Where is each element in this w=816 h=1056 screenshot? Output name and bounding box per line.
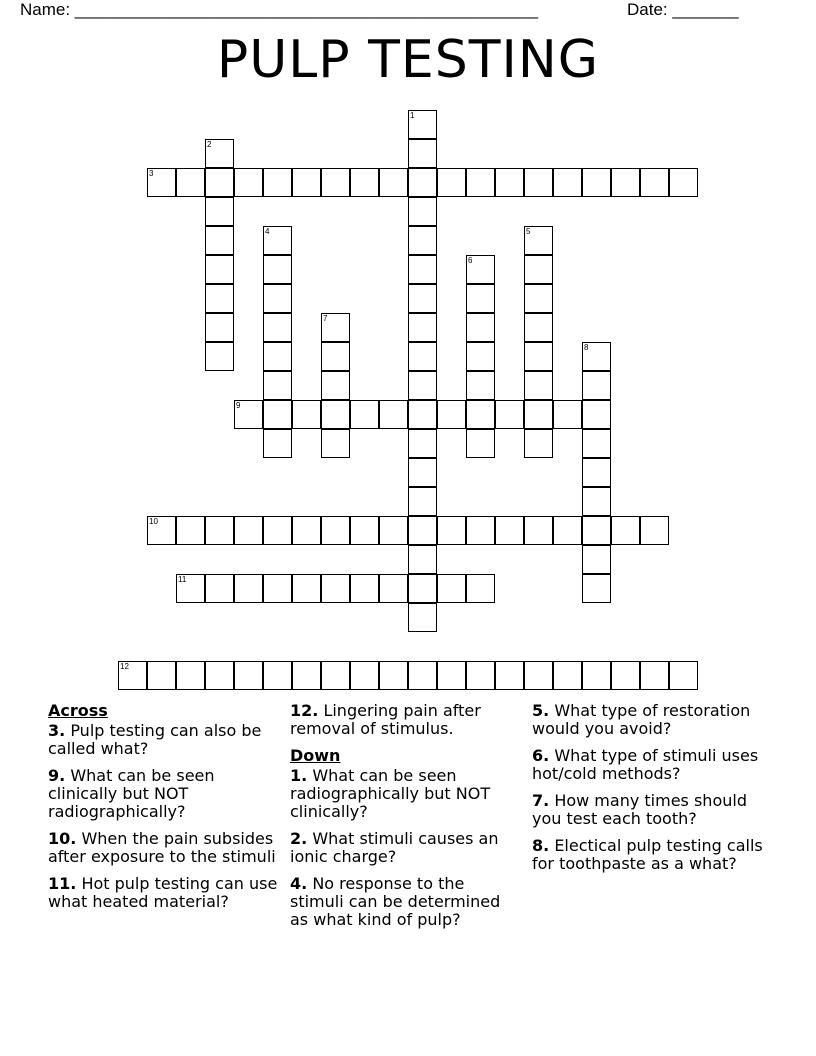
grid-cell[interactable] [205, 516, 234, 545]
clue-down-6: 6. What type of stimuli uses hot/cold methods? [532, 746, 759, 783]
grid-cell[interactable] [234, 574, 263, 603]
down-heading: Down [290, 746, 341, 765]
grid-cell[interactable] [205, 661, 234, 690]
grid-cell[interactable] [321, 574, 350, 603]
grid-cell[interactable] [553, 400, 582, 429]
name-field-label: Name: _________________________________________________ [20, 0, 539, 19]
grid-cell[interactable] [408, 574, 437, 603]
clue-across-3: 3. Pulp testing can also be called what? [48, 721, 262, 758]
grid-cell[interactable] [582, 371, 611, 400]
grid-cell[interactable] [611, 168, 640, 197]
grid-cell[interactable] [205, 226, 234, 255]
grid-cell[interactable] [582, 487, 611, 516]
grid-cell[interactable] [437, 574, 466, 603]
grid-cell[interactable] [263, 342, 292, 371]
grid-cell[interactable] [408, 400, 437, 429]
grid-cell[interactable] [379, 400, 408, 429]
clue-down-7: 7. How many times should you test each tooth? [532, 791, 747, 828]
grid-cell[interactable] [437, 516, 466, 545]
grid-cell[interactable] [176, 516, 205, 545]
clue-down-1: 1. What can be seen radiographically but NOT clinically? [290, 766, 491, 821]
grid-cell[interactable] [408, 342, 437, 371]
grid-cell[interactable] [466, 661, 495, 690]
grid-cell[interactable] [379, 516, 408, 545]
grid-cell[interactable] [234, 168, 263, 197]
grid-cell[interactable] [466, 516, 495, 545]
clues-column-2 [290, 702, 522, 938]
clue-number-label: 1 [410, 111, 415, 120]
grid-cell[interactable] [524, 313, 553, 342]
grid-cell[interactable] [466, 313, 495, 342]
grid-cell[interactable] [524, 342, 553, 371]
grid-cell[interactable] [495, 400, 524, 429]
grid-cell[interactable] [263, 284, 292, 313]
clue-number-label: 6 [468, 256, 473, 265]
grid-cell[interactable] [495, 168, 524, 197]
clue-number-label: 4 [265, 227, 270, 236]
clue-across-10: 10. When the pain subsides after exposure to the stimuli [48, 829, 276, 866]
grid-cell[interactable] [176, 168, 205, 197]
grid-cell[interactable] [582, 400, 611, 429]
grid-cell[interactable] [292, 168, 321, 197]
grid-cell[interactable] [263, 516, 292, 545]
grid-cell[interactable] [408, 603, 437, 632]
grid-cell[interactable] [321, 342, 350, 371]
clue-number-label: 7 [323, 314, 328, 323]
grid-cell[interactable] [379, 168, 408, 197]
grid-cell[interactable] [408, 516, 437, 545]
grid-cell[interactable] [466, 429, 495, 458]
across-heading: Across [48, 701, 108, 720]
grid-cell[interactable] [524, 661, 553, 690]
grid-cell[interactable] [379, 574, 408, 603]
clues-column-3 [532, 702, 764, 882]
clue-number-label: 12 [120, 662, 129, 671]
grid-cell[interactable] [408, 197, 437, 226]
grid-cell[interactable] [408, 168, 437, 197]
grid-cell[interactable] [408, 255, 437, 284]
grid-cell[interactable] [205, 284, 234, 313]
grid-cell[interactable] [408, 429, 437, 458]
grid-cell[interactable] [582, 516, 611, 545]
clue-number-label: 8 [584, 343, 589, 352]
grid-cell[interactable] [408, 313, 437, 342]
grid-cell[interactable] [524, 284, 553, 313]
grid-cell[interactable] [263, 371, 292, 400]
grid-cell[interactable] [408, 139, 437, 168]
grid-cell[interactable] [582, 168, 611, 197]
grid-cell[interactable] [524, 516, 553, 545]
grid-cell[interactable] [263, 429, 292, 458]
grid-cell[interactable] [437, 661, 466, 690]
grid-cell[interactable] [408, 226, 437, 255]
grid-cell[interactable] [205, 342, 234, 371]
grid-cell[interactable] [408, 487, 437, 516]
grid-cell[interactable] [263, 574, 292, 603]
grid-cell[interactable] [495, 516, 524, 545]
grid-cell[interactable] [292, 516, 321, 545]
grid-cell[interactable] [524, 371, 553, 400]
grid-cell[interactable] [292, 574, 321, 603]
grid-cell[interactable] [321, 429, 350, 458]
grid-cell[interactable] [524, 168, 553, 197]
clue-across-11: 11. Hot pulp testing can use what heated material? [48, 874, 278, 911]
clue-down-5: 5. What type of restoration would you avoid? [532, 701, 751, 738]
grid-cell[interactable] [582, 661, 611, 690]
date-field-label: Date: _______ [627, 0, 739, 19]
grid-cell[interactable] [582, 574, 611, 603]
grid-cell[interactable] [553, 516, 582, 545]
clue-down-8: 8. Electical pulp testing calls for toothpaste as a what? [532, 836, 763, 873]
grid-cell[interactable] [466, 284, 495, 313]
grid-cell[interactable] [350, 400, 379, 429]
grid-cell[interactable] [350, 168, 379, 197]
grid-cell[interactable] [234, 661, 263, 690]
grid-cell[interactable] [553, 661, 582, 690]
grid-cell[interactable] [611, 516, 640, 545]
grid-cell[interactable] [292, 661, 321, 690]
grid-cell[interactable] [205, 313, 234, 342]
clue-down-4: 4. No response to the stimuli can be determined as what kind of pulp? [290, 874, 501, 929]
clue-number-label: 5 [526, 227, 531, 236]
grid-cell[interactable] [408, 371, 437, 400]
grid-cell[interactable] [205, 197, 234, 226]
grid-cell[interactable] [205, 255, 234, 284]
clue-down-2: 2. What stimuli causes an ionic charge? [290, 829, 499, 866]
grid-cell[interactable] [263, 661, 292, 690]
grid-cell[interactable] [379, 661, 408, 690]
grid-cell[interactable] [321, 168, 350, 197]
grid-cell[interactable] [350, 574, 379, 603]
clue-number-label: 9 [236, 401, 241, 410]
grid-cell[interactable] [437, 168, 466, 197]
grid-cell[interactable] [263, 168, 292, 197]
clue-number-label: 10 [149, 517, 158, 526]
grid-cell[interactable] [524, 255, 553, 284]
grid-cell[interactable] [640, 516, 669, 545]
grid-cell[interactable] [205, 168, 234, 197]
grid-cell[interactable] [350, 661, 379, 690]
clue-number-label: 11 [178, 575, 187, 584]
grid-cell[interactable] [408, 545, 437, 574]
grid-cell[interactable] [321, 661, 350, 690]
grid-cell[interactable] [495, 661, 524, 690]
clue-across-9: 9. What can be seen clinically but NOT radiographically? [48, 766, 215, 821]
grid-cell[interactable] [466, 168, 495, 197]
grid-cell[interactable] [234, 516, 263, 545]
grid-cell[interactable] [640, 168, 669, 197]
grid-cell[interactable] [263, 400, 292, 429]
grid-cell[interactable] [524, 429, 553, 458]
grid-cell[interactable] [669, 661, 698, 690]
grid-cell[interactable] [553, 168, 582, 197]
grid-cell[interactable] [408, 284, 437, 313]
grid-cell[interactable] [263, 255, 292, 284]
grid-cell[interactable] [611, 661, 640, 690]
grid-cell[interactable] [205, 574, 234, 603]
grid-cell[interactable] [408, 458, 437, 487]
grid-cell[interactable] [669, 168, 698, 197]
grid-cell[interactable] [466, 400, 495, 429]
grid-cell[interactable] [582, 458, 611, 487]
grid-cell[interactable] [147, 661, 176, 690]
grid-cell[interactable] [292, 400, 321, 429]
grid-cell[interactable] [176, 661, 205, 690]
grid-cell[interactable] [321, 516, 350, 545]
grid-cell[interactable] [263, 313, 292, 342]
grid-cell[interactable] [408, 661, 437, 690]
clue-number-label: 2 [207, 140, 212, 149]
clues-column-1 [48, 702, 280, 920]
grid-cell[interactable] [466, 371, 495, 400]
grid-cell[interactable] [466, 342, 495, 371]
grid-cell[interactable] [466, 574, 495, 603]
clue-across-12: 12. Lingering pain after removal of stimulus. [290, 701, 481, 738]
grid-cell[interactable] [321, 371, 350, 400]
grid-cell[interactable] [524, 400, 553, 429]
page-title: PULP TESTING [216, 30, 600, 90]
grid-cell[interactable] [350, 516, 379, 545]
clue-number-label: 3 [149, 169, 154, 178]
grid-cell[interactable] [437, 400, 466, 429]
grid-cell[interactable] [582, 545, 611, 574]
grid-cell[interactable] [582, 429, 611, 458]
grid-cell[interactable] [321, 400, 350, 429]
grid-cell[interactable] [640, 661, 669, 690]
